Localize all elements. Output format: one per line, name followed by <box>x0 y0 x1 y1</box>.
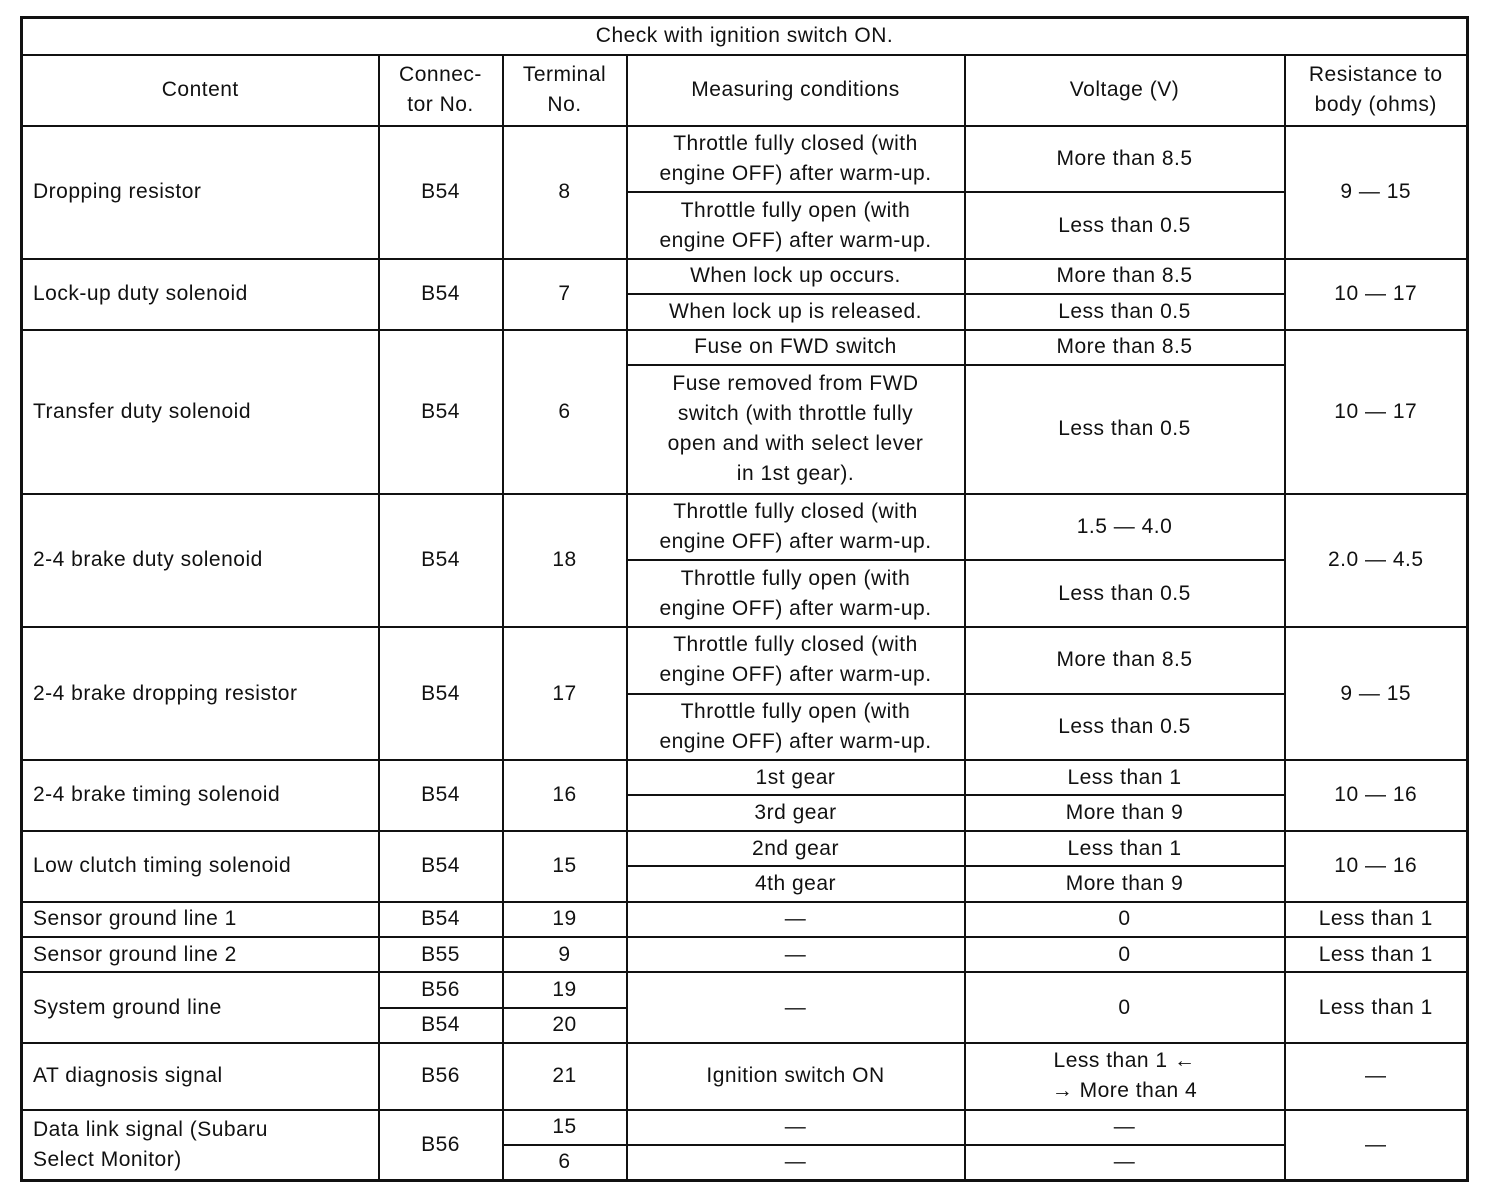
row-resistance: 2.0 — 4.5 <box>1285 494 1468 627</box>
row-content: AT diagnosis signal <box>22 1043 379 1110</box>
row-resistance: 10 — 16 <box>1285 760 1468 831</box>
row-condition: Throttle fully open (with engine OFF) after warm-up. <box>627 560 965 627</box>
row-condition: Throttle fully closed (with engine OFF) after warm-up. <box>627 494 965 561</box>
row-connector: B56 <box>379 1110 503 1181</box>
row-terminal: 21 <box>503 1043 627 1110</box>
row-content: Lock-up duty solenoid <box>22 259 379 330</box>
row-connector: B54 <box>379 1008 503 1043</box>
row-terminal: 20 <box>503 1008 627 1043</box>
row-voltage: 0 <box>965 972 1285 1043</box>
row-voltage: Less than 0.5 <box>965 694 1285 761</box>
row-condition: Fuse on FWD switch <box>627 330 965 365</box>
row-resistance: 10 — 17 <box>1285 259 1468 330</box>
row-voltage: — <box>965 1110 1285 1145</box>
ignition-check-table <box>20 16 1469 1182</box>
row-terminal: 19 <box>503 902 627 937</box>
row-condition: — <box>627 1110 965 1145</box>
row-terminal: 6 <box>503 330 627 494</box>
row-voltage: Less than 1 ← → More than 4 <box>965 1043 1285 1110</box>
row-condition: — <box>627 937 965 972</box>
row-connector: B54 <box>379 126 503 259</box>
row-connector: B54 <box>379 831 503 902</box>
header-resistance: Resistance to body (ohms) <box>1285 55 1468 126</box>
row-connector: B55 <box>379 937 503 972</box>
row-condition: Throttle fully open (with engine OFF) after warm-up. <box>627 192 965 259</box>
row-connector: B54 <box>379 627 503 760</box>
row-resistance: Less than 1 <box>1285 972 1468 1043</box>
row-voltage: 0 <box>965 902 1285 937</box>
row-terminal: 19 <box>503 972 627 1007</box>
row-connector: B54 <box>379 259 503 330</box>
row-condition: Fuse removed from FWD switch (with throttle fully open and with select lever in 1st gear). <box>627 365 965 494</box>
header-terminal: Terminal No. <box>503 55 627 126</box>
row-condition: When lock up is released. <box>627 294 965 329</box>
row-condition: When lock up occurs. <box>627 259 965 294</box>
row-content: Low clutch timing solenoid <box>22 831 379 902</box>
row-content: Sensor ground line 2 <box>22 937 379 972</box>
header-connector: Connec- tor No. <box>379 55 503 126</box>
row-connector: B56 <box>379 1043 503 1110</box>
row-content: 2-4 brake dropping resistor <box>22 627 379 760</box>
row-resistance: 9 — 15 <box>1285 126 1468 259</box>
row-content: Sensor ground line 1 <box>22 902 379 937</box>
row-condition: Throttle fully closed (with engine OFF) after warm-up. <box>627 126 965 193</box>
row-terminal: 18 <box>503 494 627 627</box>
row-terminal: 6 <box>503 1145 627 1181</box>
row-condition: 2nd gear <box>627 831 965 866</box>
row-voltage: Less than 0.5 <box>965 365 1285 494</box>
row-terminal: 7 <box>503 259 627 330</box>
row-voltage: — <box>965 1145 1285 1181</box>
row-content: Dropping resistor <box>22 126 379 259</box>
row-condition: 1st gear <box>627 760 965 795</box>
row-resistance: Less than 1 <box>1285 902 1468 937</box>
row-connector: B54 <box>379 902 503 937</box>
row-voltage: 0 <box>965 937 1285 972</box>
row-condition: 4th gear <box>627 866 965 901</box>
row-condition: Ignition switch ON <box>627 1043 965 1110</box>
row-voltage: Less than 0.5 <box>965 192 1285 259</box>
row-connector: B54 <box>379 330 503 494</box>
row-resistance: — <box>1285 1043 1468 1110</box>
row-connector: B54 <box>379 760 503 831</box>
row-connector: B54 <box>379 494 503 627</box>
row-resistance: — <box>1285 1110 1468 1181</box>
row-resistance: Less than 1 <box>1285 937 1468 972</box>
row-voltage: Less than 1 <box>965 760 1285 795</box>
row-terminal: 15 <box>503 1110 627 1145</box>
table-title: Check with ignition switch ON. <box>22 18 1468 55</box>
row-terminal: 17 <box>503 627 627 760</box>
row-terminal: 16 <box>503 760 627 831</box>
row-content: Transfer duty solenoid <box>22 330 379 494</box>
row-content: 2-4 brake timing solenoid <box>22 760 379 831</box>
row-content: System ground line <box>22 972 379 1043</box>
row-content: 2-4 brake duty solenoid <box>22 494 379 627</box>
header-content: Content <box>22 55 379 126</box>
header-conditions: Measuring conditions <box>627 55 965 126</box>
row-voltage: More than 9 <box>965 866 1285 901</box>
row-condition: Throttle fully open (with engine OFF) after warm-up. <box>627 694 965 761</box>
row-condition: Throttle fully closed (with engine OFF) after warm-up. <box>627 627 965 694</box>
row-terminal: 9 <box>503 937 627 972</box>
row-condition: — <box>627 1145 965 1181</box>
row-content: Data link signal (Subaru Select Monitor) <box>22 1110 379 1181</box>
row-voltage: Less than 0.5 <box>965 294 1285 329</box>
row-resistance: 10 — 16 <box>1285 831 1468 902</box>
header-voltage: Voltage (V) <box>965 55 1285 126</box>
row-voltage: More than 8.5 <box>965 330 1285 365</box>
row-connector: B56 <box>379 972 503 1007</box>
row-resistance: 10 — 17 <box>1285 330 1468 494</box>
row-voltage: More than 8.5 <box>965 126 1285 193</box>
row-terminal: 8 <box>503 126 627 259</box>
row-voltage: 1.5 — 4.0 <box>965 494 1285 561</box>
row-voltage: More than 8.5 <box>965 627 1285 694</box>
row-condition: — <box>627 972 965 1043</box>
row-resistance: 9 — 15 <box>1285 627 1468 760</box>
row-condition: — <box>627 902 965 937</box>
row-voltage: More than 8.5 <box>965 259 1285 294</box>
row-condition: 3rd gear <box>627 795 965 830</box>
row-voltage: Less than 0.5 <box>965 560 1285 627</box>
row-voltage: More than 9 <box>965 795 1285 830</box>
row-terminal: 15 <box>503 831 627 902</box>
row-voltage: Less than 1 <box>965 831 1285 866</box>
